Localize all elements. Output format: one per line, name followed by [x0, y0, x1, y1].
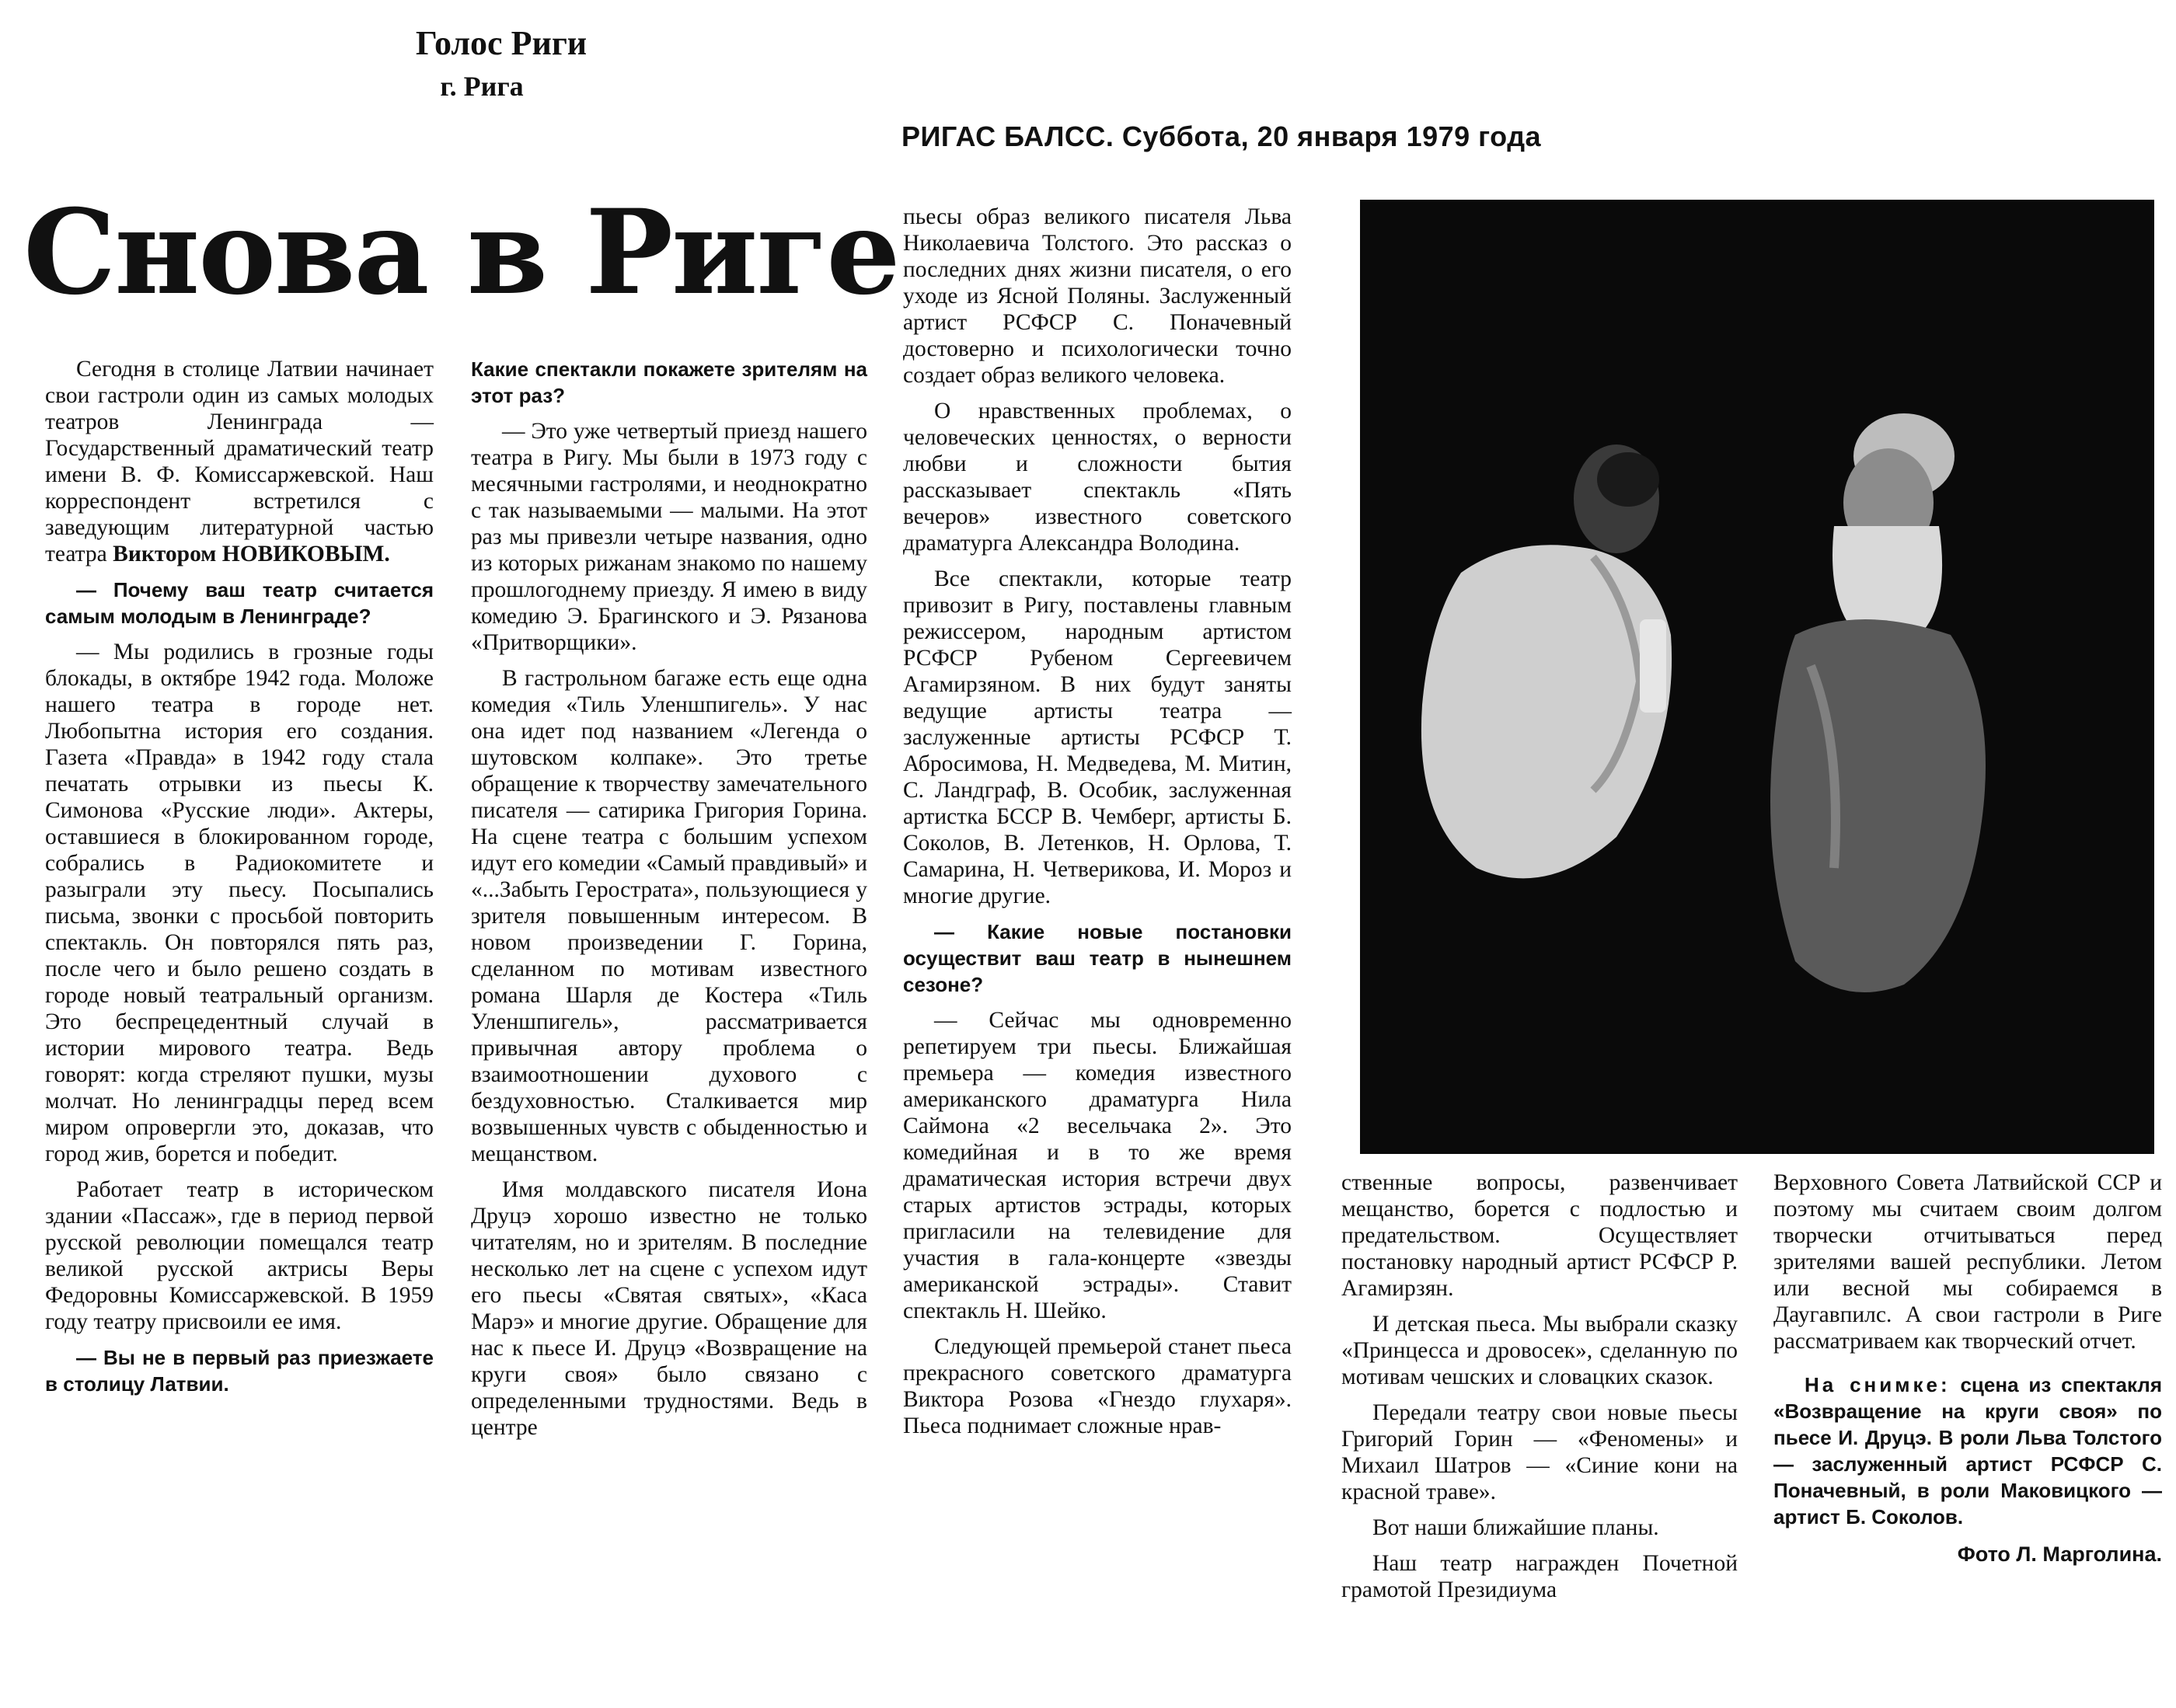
paragraph: Передали театру свои новые пьесы Григорий Горин — «Феномены» и Михаил Шатров — «Синие кони на красной траве».	[1341, 1400, 1738, 1504]
caption-text: сцена из спектакля «Возвращение на круги своя» по пьесе И. Друцэ. В роли Льва Толстого — заслуженный артист РСФСР С. Поначевный, в роли Маковицкого — артист Б. Соколов.	[1773, 1373, 2162, 1528]
column-2	[471, 356, 867, 1450]
caption-lead: На снимке:	[1805, 1373, 1951, 1396]
column-5	[1773, 1169, 2162, 1567]
question-2: — Вы не в первый раз приезжаете в столицу Латвии.	[45, 1346, 434, 1396]
intro-paragraph	[45, 356, 434, 567]
paragraph: Имя молдавского писателя Иона Друцэ хорошо известно не только читателям, но и зрителям. В последние несколько лет на сцене с успехом идут его пьесы «Святая святых», «Каса Марэ» и многие другие. Обращение для нас к пьесе И. Друцэ «Возвращение на круги своя» было связано с определенными трудностями. Ведь в центре	[471, 1177, 867, 1440]
interviewee-name: Виктором НОВИКОВЫМ.	[113, 542, 390, 566]
answer-paragraph: — Мы родились в грозные годы блокады, в октябре 1942 года. Моложе нашего театра в городе нет. Любопытна история его создания. Газета «Правда» в 1942 году стала печатать отрывки из пьесы К. Симонова «Русские люди». Актеры, оставшиеся в блокированном городе, собрались в Радиокомитете и разыграли эту пьесу. Посыпались письма, звонки с просьбой повторить спектакль. Он повторялся пять раз, после чего и было решено создать в городе новый театральный организм. Это беспрецедентный случай в истории мирового театра. Ведь говорят: когда стреляют пушки, музы молчат. Но ленинградцы перед всем миром опровергли это, доказав, что город жив, борется и победит.	[45, 640, 434, 1166]
paragraph-continued: пьесы образ великого писателя Льва Николаевича Толстого. Это рассказ о последних днях жизни писателя, о его уходе из Ясной Поляны. Заслуженный артист РСФСР С. Поначевный достоверно и психологически точно создает образ великого человека.	[903, 204, 1292, 388]
headline: Снова в Риге	[23, 184, 899, 321]
question-3: — Какие новые постановки осуществит ваш театр в нынешнем сезоне?	[903, 920, 1292, 996]
paragraph: Наш театр награжден Почетной грамотой Президиума	[1341, 1551, 1738, 1602]
column-4	[1341, 1169, 1738, 1612]
header-line: РИГАС БАЛСС. Суббота, 20 января 1979 года	[901, 120, 1542, 152]
paragraph: И детская пьеса. Мы выбрали сказку «Принцесса и дровосек», сделанную по мотивам чешских и словацких сказок.	[1341, 1312, 1738, 1389]
theatre-photo-icon	[1360, 200, 2154, 1154]
paragraph: Следующей премьерой станет пьеса прекрасного советского драматурга Виктора Розова «Гнездо глухаря». Пьеса поднимает сложные нрав-	[903, 1334, 1292, 1438]
column-3	[903, 204, 1292, 1448]
paragraph-continued: ственные вопросы, развенчивает мещанство, борется с подлостью и предательством. Осуществляет постановку народный артист РСФСР Р. Агамирзян.	[1341, 1170, 1738, 1301]
photo-scene	[1360, 200, 2154, 1154]
masthead-city: г. Рига	[440, 71, 524, 102]
paragraph: О нравственных проблемах, о человеческих ценностях, о верности любви и сложности бытия рассказывает спектакль «Пять вечеров» известного советского драматурга Александра Володина.	[903, 399, 1292, 556]
paragraph: В гастрольном багаже есть еще одна комедия «Тиль Уленшпигель». У нас она идет под названием «Легенда о шутовском колпаке». Это третье обращение к творчеству замечательного писателя — сатирика Григория Горина. На сцене театра с большим успехом идут его комедии «Самый правдивый» и «...Забыть Герострата», пользующиеся у зрителя повышенным интересом. В новом произведении Г. Горина, сделанном по мотивам известного романа Шарля де Костера «Тиль Уленшпигель», рассматривается привычная автору проблема о взаимоотношении духового с бездуховностью. Сталкивается мир возвышенных чувств с обыденностью и мещанством.	[471, 666, 867, 1166]
paragraph: Вот наши ближайшие планы.	[1372, 1515, 1659, 1540]
answer-paragraph: — Это уже четвертый приезд нашего театра в Ригу. Мы были в 1973 году с месячными гастролями, и неоднократно с так называемыми — малыми. На этот раз мы привезли четыре названия, одно из которых рижанам знакомо по нашему прошлогоднему приезду. Я имею в виду комедию Э. Брагинского и Э. Рязанова «Притворщики».	[471, 419, 867, 655]
column-1	[45, 356, 434, 1406]
answer-paragraph: — Сейчас мы одновременно репетируем три пьесы. Ближайшая премьера — комедия известного американского драматурга Нила Саймона «2 весельчака 2». Это комедийная и в то же время драматическая история встречи двух старых артистов эстрады, которых пригласили на телевидение для участия в гала-концерте «звезды американской эстрады». Ставит спектакль Н. Шейко.	[903, 1008, 1292, 1323]
masthead-paper-name: Голос Риги	[415, 24, 588, 62]
paragraph: Все спектакли, которые театр привозит в Ригу, поставлены главным режиссером, народным артистом РСФСР Рубеном Сергеевичем Агамирзяном. В них будут заняты ведущие артисты театра — заслуженные артисты РСФСР Т. Абросимова, Н. Медведева, М. Митин, С. Ландграф, В. Особик, заслуженная артистка БССР В. Чемберг, артисты Б. Соколов, В. Летенков, Н. Орлова, Т. Самарина, Н. Четверикова, И. Мороз и многие другие.	[903, 566, 1292, 908]
photo-caption	[1773, 1372, 2162, 1530]
paragraph-continued: Верховного Совета Латвийской ССР и поэтому мы считаем своим долгом творчески отчитываться перед зрителями вашей республики. Летом или весной мы собираемся в Даугавпилс. А свои гастроли в Риге рассматриваем как творческий отчет.	[1773, 1170, 2162, 1354]
photo-credit: Фото Л. Марголина.	[1957, 1542, 2162, 1566]
paragraph: Работает театр в историческом здании «Пассаж», где в период первой русской революции помещался театр великой русской актрисы Веры Федоровны Комиссаржевской. В 1959 году театру присвоили ее имя.	[45, 1177, 434, 1334]
question-1: — Почему ваш театр считается самым молодым в Ленинграде?	[45, 578, 434, 628]
question-2-continued: Какие спектакли покажете зрителям на этот раз?	[471, 357, 867, 407]
intro-text: Сегодня в столице Латвии начинает свои гастроли один из самых молодых театров Ленинграда — Государственный драматический театр имени В. Ф. Комиссаржевской. Наш корреспондент встретился с заведующим литературной частью театра	[45, 357, 434, 566]
